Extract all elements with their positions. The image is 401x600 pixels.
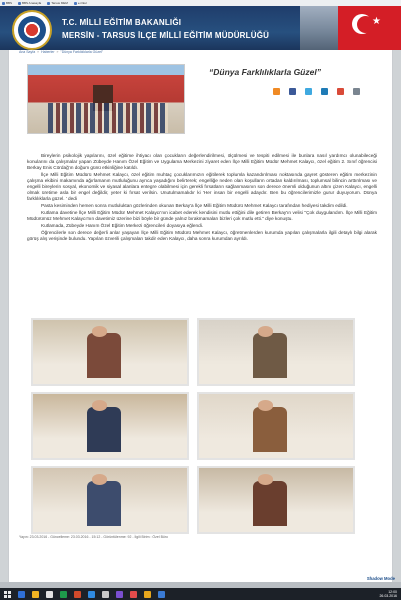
- taskbar-app-icon[interactable]: [158, 591, 165, 598]
- taskbar-app-icon[interactable]: [32, 591, 39, 598]
- taskbar-app-icon[interactable]: [74, 591, 81, 598]
- meb-logo[interactable]: [12, 10, 52, 50]
- bookmark-label: e-Okul: [77, 1, 87, 5]
- article-paragraph: Kutlama davetine İlçe Milli Eğitim Müdür Mehmet Kalaycı'nın icabet ederek kendisini mutlu ettiğini dile getiren Berkay'ın velisi "Çok duygulandım. İlçe Milli Eğitim Müdürümüz Mehmet Kalaycı'nın davetimiz üzerine bizi böyle bir günde yalnız bırakmamaları bizleri çok mutlu etti." diye konuştu.: [27, 210, 377, 221]
- rss-icon[interactable]: [273, 88, 280, 95]
- photo-gallery: [31, 318, 371, 534]
- star-icon: ★: [372, 16, 381, 27]
- article-title: “Dünya Farklılıklarla Güzel”: [209, 67, 321, 77]
- bookmark-e-okul[interactable]: [74, 1, 87, 5]
- bookmark-bbs-anasayfa[interactable]: [18, 1, 41, 5]
- share-bar: [273, 88, 360, 95]
- shadow-mode-label[interactable]: Shadow Mode: [366, 576, 395, 581]
- bookmark-label: Tarsus MEM: [51, 1, 68, 5]
- ataturk-portrait: [300, 6, 338, 50]
- breadcrumb-home[interactable]: Ana Sayfa: [19, 50, 36, 54]
- bookmark-icon: [74, 2, 77, 5]
- article-main-photo[interactable]: [27, 64, 185, 134]
- gallery-photo[interactable]: [31, 392, 189, 460]
- bookmark-icon: [18, 2, 21, 5]
- article-paragraph: Öğrencilerle son derece değerli anlar yaşayan İlçe Milli Eğitim Müdürü Mehmet Kalaycı, öğretmenlerden kurumda yapılan çalışmalarla ilgili detaylı bilgi alarak görüş alış verişinde bulundu. Yapılan özverili çalışmaları takdir eden Kalaycı, daha sonra kurumdan ayrıldı.: [27, 230, 377, 241]
- bookmark-tarsus-mem[interactable]: [47, 1, 68, 5]
- taskbar-app-icon[interactable]: [88, 591, 95, 598]
- linkedin-icon[interactable]: [321, 88, 328, 95]
- taskbar-app-icon[interactable]: [46, 591, 53, 598]
- bookmark-icon: [47, 2, 50, 5]
- turkish-flag: [338, 6, 401, 50]
- twitter-icon[interactable]: [305, 88, 312, 95]
- header-ministry: T.C. MİLLİ EĞİTİM BAKANLIĞI: [62, 18, 182, 27]
- gallery-photo[interactable]: [197, 466, 355, 534]
- article-paragraph: Pasta kesiminden hemen sonra mutluluktan gözlerinden okunan Berkay'a İlçe Milli Eğitim Müdürü Mehmet Kalaycı tarafından hediyesi takdim edildi.: [41, 203, 348, 208]
- article-paragraph: Kutlamada, Zübeyde Hanım Özel Eğitim Merkezi öğrencileri doyasıya eğlendi.: [41, 223, 204, 228]
- bookmark-label: BBS: [6, 1, 13, 5]
- gallery-photo[interactable]: [197, 392, 355, 460]
- googleplus-icon[interactable]: [337, 88, 344, 95]
- taskbar-app-icon[interactable]: [60, 591, 67, 598]
- logo-emblem-icon: [18, 16, 46, 44]
- header-directorate: MERSİN - TARSUS İLÇE MİLLİ EĞİTİM MÜDÜRLÜĞÜ: [62, 31, 270, 40]
- taskbar-app-icon[interactable]: [116, 591, 123, 598]
- bookmark-icon: [2, 2, 5, 5]
- facebook-icon[interactable]: [289, 88, 296, 95]
- article-meta: Yayın: 23.03.2016 - Güncelleme: 23.03.2016 - 15:12 - Görüntülenme: 92 - İlgili Birim : Özel Büro: [19, 535, 168, 539]
- breadcrumb-current: "Dünya Farklılıklarla Güzel": [60, 50, 104, 54]
- taskbar-app-icon[interactable]: [130, 591, 137, 598]
- windows-start-icon[interactable]: [4, 591, 11, 598]
- taskbar-clock[interactable]: [379, 590, 397, 598]
- article-panel: [8, 50, 393, 582]
- taskbar-app-icon[interactable]: [18, 591, 25, 598]
- site-header: [0, 6, 401, 50]
- article-paragraph: İlçe Milli Eğitim Müdürü Mehmet Kalaycı, özel eğitim muhtaç çocuklarımızın eğitilerek toplumla kazandırılması noktasında gayret gösteren eğitim merkezinin çalışma ekibini makamında ağırlamanın mutluluğunu ayrıca yaşadığını belirterek; engelliğe neden olan koşulların ortadan kaldırılması, toplumsal bilincin arttırılması ve engelli bireylerin sosyal, ekonomik ve siyasal alanlara entegre olabilmesi için gerekli fırsatların sağlanmasının son derece önemli olduğunun altını çizen Kalaycı, engelli olmak üretime asla bir engel değildir, yeter ki fırsat verilsin. Unutulmamalıdır ki 'Her insan bir engelli adaydır. Ben bu öğrencilerimizle gurur duyuyorum. Dünya farklılıklarla güzel. ' dedi: [27, 172, 377, 201]
- bookmark-bbs[interactable]: [2, 1, 12, 5]
- bookmark-label: BBS Anasayfa: [22, 1, 42, 5]
- gallery-photo[interactable]: [197, 318, 355, 386]
- gallery-photo[interactable]: [31, 318, 189, 386]
- breadcrumb: Ana Sayfa » Haberler » "Dünya Farklılıklarla Güzel": [19, 50, 104, 54]
- article-paragraph: Bireylerin psikolojik yapılarını, özel eğitime ihtiyacı olan çocukların değerlendirilmesi, ölçülmesi ve tespiti edilmesi ile bunlara nasıl yardımcı olunabileceği konularını da çalışmalar yapan Zübeyde Hanım Özel Eğitim ve Uygulama Merkezini ziyaret eden İlçe Milli Eğitim Müdür Mehmet Kalaycı, özel eğitim 2. Sınıf öğrencisi Berkay Enis Cördağ'ın doğum günü etkinliğine katıldı.: [27, 153, 377, 170]
- article-body: [27, 153, 377, 243]
- breadcrumb-section[interactable]: Haberler: [41, 50, 55, 54]
- taskbar-app-icon[interactable]: [144, 591, 151, 598]
- taskbar: [0, 588, 401, 600]
- gallery-photo[interactable]: [31, 466, 189, 534]
- print-icon[interactable]: [353, 88, 360, 95]
- clock-time: 12:00: [388, 590, 397, 594]
- taskbar-app-icon[interactable]: [102, 591, 109, 598]
- clock-date: 26.03.2016: [379, 594, 397, 598]
